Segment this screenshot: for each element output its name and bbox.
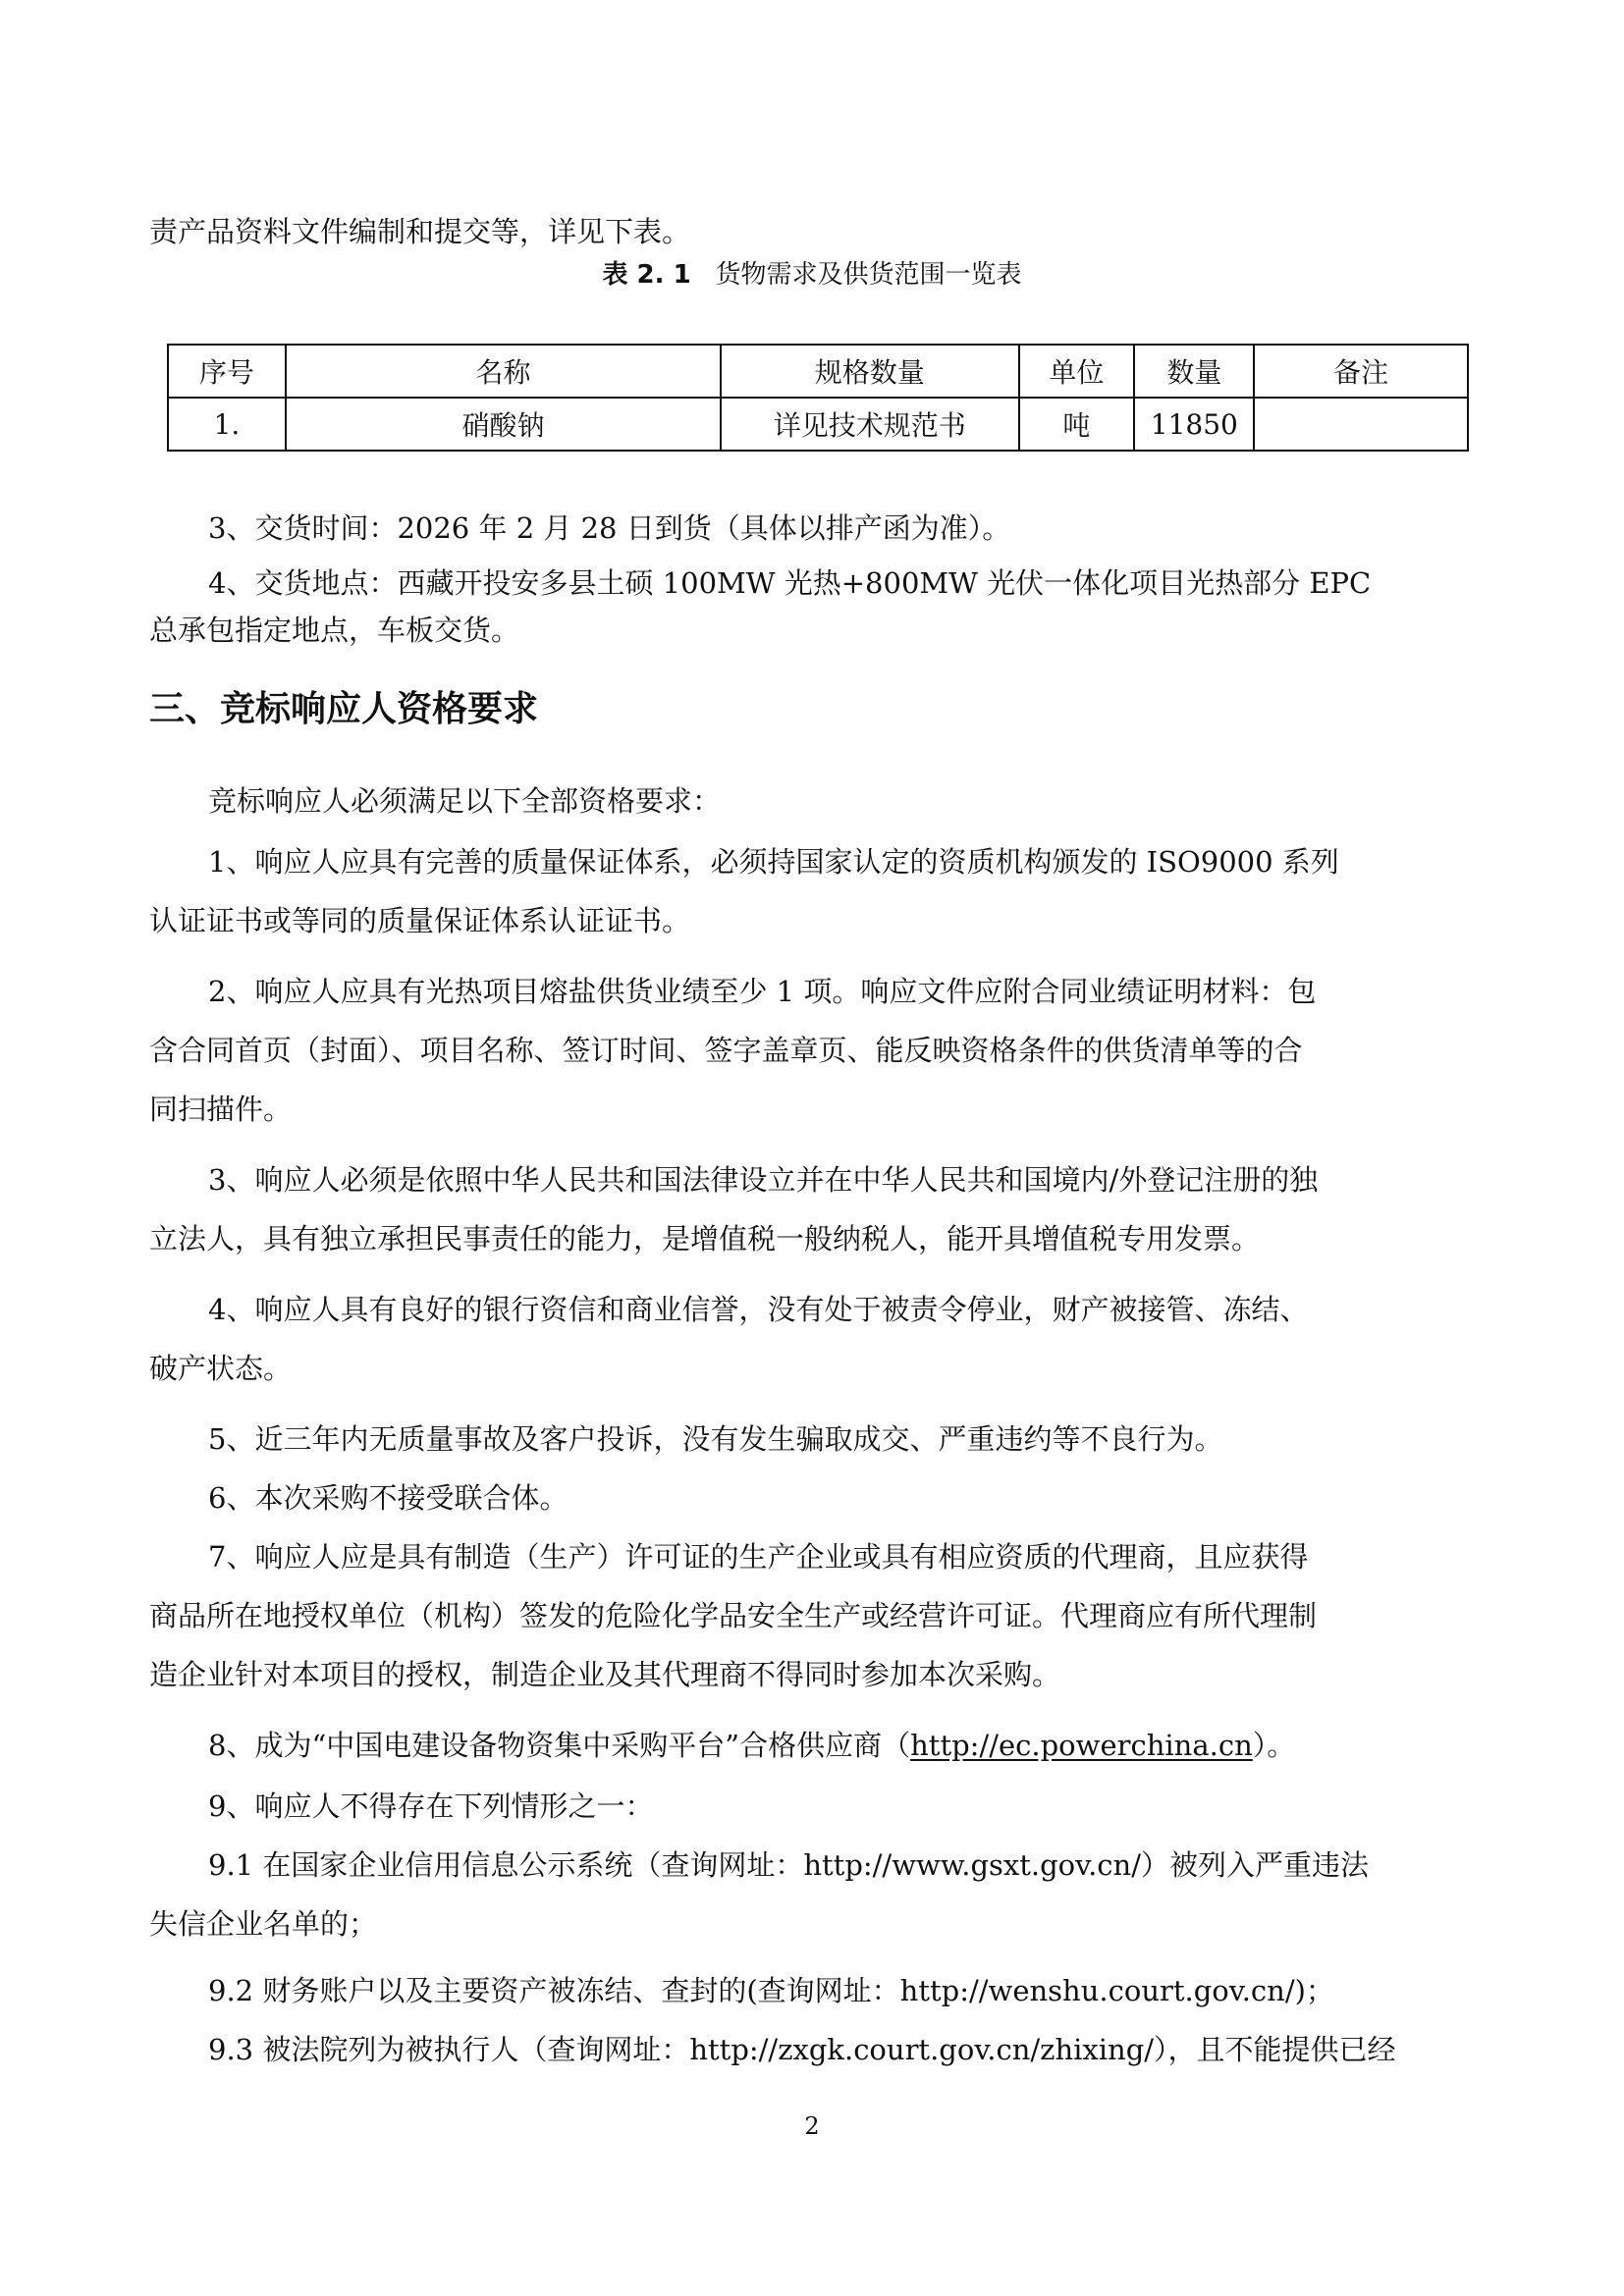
requirement-text: 8、成为“中国电建设备物资集中采购平台”合格供应商（: [208, 1729, 911, 1762]
table-cell: 详见技术规范书: [721, 398, 1018, 451]
table-header-cell: 序号: [168, 345, 286, 398]
requirement-line: 5、近三年内无质量事故及客户投诉，没有发生骗取成交、严重违约等不良行为。: [208, 1422, 1223, 1456]
requirement-line: 同扫描件。: [149, 1093, 293, 1126]
lead-line: 责产品资料文件编制和提交等，详见下表。: [149, 215, 691, 248]
delivery-place-line2: 总承包指定地点，车板交货。: [149, 614, 520, 647]
table-header-cell: 单位: [1019, 345, 1135, 398]
table-row: [168, 398, 1468, 451]
requirement-line: 商品所在地授权单位（机构）签发的危险化学品安全生产或经营许可证。代理商应有所代理制: [149, 1599, 1318, 1632]
requirement-line: 立法人，具有独立承担民事责任的能力，是增值税一般纳税人，能开具增值税专用发票。: [149, 1222, 1261, 1255]
table-caption-text: 货物需求及供货范围一览表: [715, 260, 1022, 290]
table-header-cell: 名称: [286, 345, 721, 398]
requirement-line: 3、响应人必须是依照中华人民共和国法律设立并在中华人民共和国境内/外登记注册的独: [208, 1163, 1319, 1197]
table-cell: 吨: [1019, 398, 1135, 451]
requirement-line: 破产状态。: [149, 1352, 293, 1385]
table-caption: [0, 257, 1624, 293]
requirement-line: 失信企业名单的；: [149, 1907, 378, 1941]
requirement-line: 含合同首页（封面）、项目名称、签订时间、签字盖章页、能反映资格条件的供货清单等的合: [149, 1034, 1303, 1067]
table-caption-label: 表 2. 1: [602, 260, 691, 290]
requirement-line: 认证证书或等同的质量保证体系认证证书。: [149, 904, 691, 937]
requirement-line: 9.1 在国家企业信用信息公示系统（查询网址：http://www.gsxt.gov.cn/）被列入严重违法: [208, 1848, 1369, 1882]
requirement-line: 9.3 被法院列为被执行人（查询网址：http://zxgk.court.gov.cn/zhixing/），且不能提供已经: [208, 2033, 1396, 2066]
requirement-line: 6、本次采购不接受联合体。: [208, 1481, 568, 1515]
requirement-line: 9.2 财务账户以及主要资产被冻结、查封的(查询网址：http://wenshu.court.gov.cn/)；: [208, 1974, 1334, 2007]
table-cell: [1254, 398, 1468, 451]
table-header-row: [168, 345, 1468, 398]
requirement-text: ）。: [1252, 1729, 1296, 1762]
table-header-cell: 备注: [1254, 345, 1468, 398]
requirement-line: 7、响应人应是具有制造（生产）许可证的生产企业或具有相应资质的代理商，且应获得: [208, 1540, 1309, 1574]
section-title: 三、竞标响应人资格要求: [149, 689, 539, 729]
table-header-cell: 规格数量: [721, 345, 1018, 398]
goods-table: [167, 344, 1469, 452]
delivery-time: 3、交货时间：2026 年 2 月 28 日到货（具体以排产函为准）。: [208, 511, 1011, 545]
requirement-line: 1、响应人应具有完善的质量保证体系，必须持国家认定的资质机构颁发的 ISO9000 系列: [208, 845, 1339, 879]
table-header-cell: 数量: [1134, 345, 1254, 398]
page-number: 2: [804, 2112, 820, 2140]
intro-text: 竞标响应人必须满足以下全部资格要求：: [208, 784, 722, 818]
delivery-place-line1: 4、交货地点：西藏开投安多县土硕 100MW 光热+800MW 光伏一体化项目光热部分 EPC: [208, 566, 1372, 600]
requirement-line: [208, 1726, 1483, 1765]
requirement-line: 9、响应人不得存在下列情形之一：: [208, 1789, 654, 1823]
table-cell: 11850: [1134, 398, 1254, 451]
table-cell: 硝酸钠: [286, 398, 721, 451]
requirement-line: 2、响应人应具有光热项目熔盐供货业绩至少 1 项。响应文件应附合同业绩证明材料：包: [208, 975, 1317, 1008]
requirement-line: 4、响应人具有良好的银行资信和商业信誉，没有处于被责令停业，财产被接管、冻结、: [208, 1293, 1309, 1326]
requirement-line: 造企业针对本项目的授权，制造企业及其代理商不得同时参加本次采购。: [149, 1658, 1061, 1691]
table-cell: 1.: [168, 398, 286, 451]
platform-link[interactable]: http://ec.powerchina.cn: [910, 1729, 1253, 1762]
